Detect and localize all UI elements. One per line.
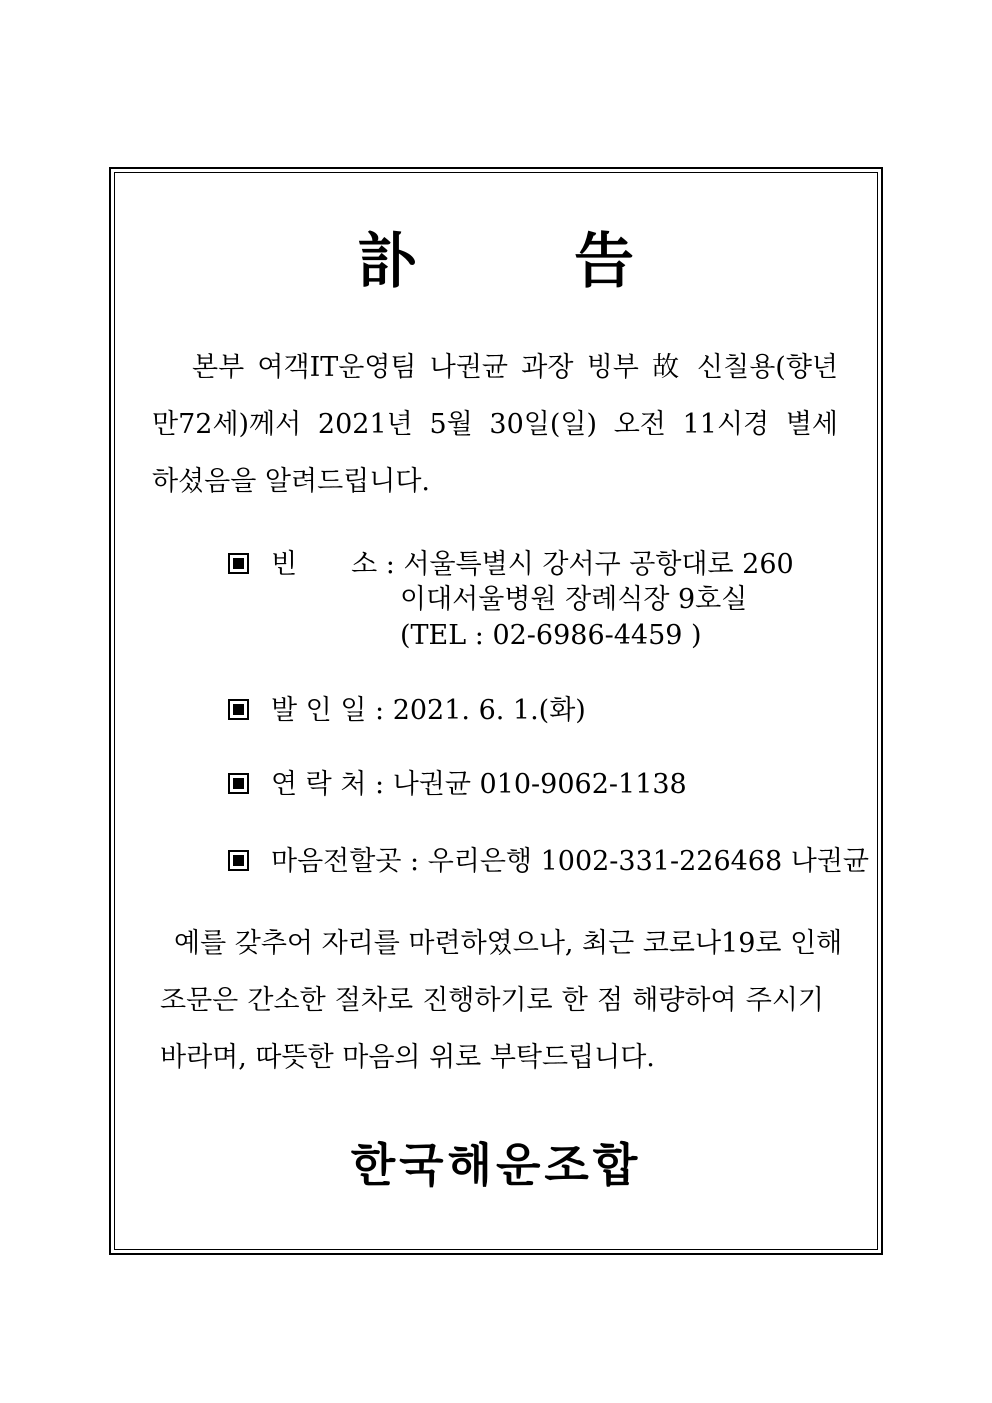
funeral-date-item — [228, 691, 586, 731]
closing-line-3: 바라며, 따뜻한 마음의 위로 부탁드립니다. — [160, 1042, 655, 1073]
intro-line-3: 하셨음을 알려드립니다. — [152, 466, 430, 497]
square-bullet-icon — [228, 773, 249, 794]
account-label: 마음전할곳 : — [271, 846, 420, 877]
square-bullet-icon — [228, 699, 249, 720]
square-bullet-icon — [228, 850, 249, 871]
intro-line-2: 만72세)께서 2021년 5월 30일(일) 오전 11시경 별세 — [152, 409, 838, 440]
contact-value: 나권균 010-9062-1138 — [392, 769, 687, 800]
venue-phone: (TEL : 02-6986-4459 ) — [400, 620, 702, 651]
account-item — [228, 842, 869, 882]
contact-label: 연 락 처 : — [271, 769, 385, 800]
closing-paragraph — [160, 915, 843, 1086]
venue-item — [228, 545, 794, 585]
intro-line-1: 본부 여객IT운영팀 나권균 과장 빙부 故 신칠용(향년 — [192, 352, 838, 383]
square-bullet-icon — [228, 553, 249, 574]
intro-paragraph — [152, 339, 838, 510]
closing-line-1: 예를 갖추어 자리를 마련하였으나, 최근 코로나19로 인해 — [174, 928, 843, 959]
funeral-date-label: 발 인 일 : — [271, 695, 385, 726]
closing-line-2: 조문은 간소한 절차로 진행하기로 한 점 해량하여 주시기 — [160, 985, 824, 1016]
obituary-title — [114, 222, 878, 302]
title-char-1: 訃 — [357, 227, 417, 297]
title-char-2: 告 — [574, 227, 634, 297]
contact-item — [228, 765, 687, 805]
account-value: 우리은행 1002-331-226468 나권균 — [427, 846, 869, 877]
venue-hall: 이대서울병원 장례식장 9호실 — [400, 584, 748, 615]
organization-signature: 한국해운조합 — [350, 1138, 642, 1192]
venue-address: 서울특별시 강서구 공항대로 260 — [403, 549, 794, 580]
venue-label: 빈 소 : — [271, 549, 395, 580]
funeral-date-value: 2021. 6. 1.(화) — [392, 695, 586, 726]
